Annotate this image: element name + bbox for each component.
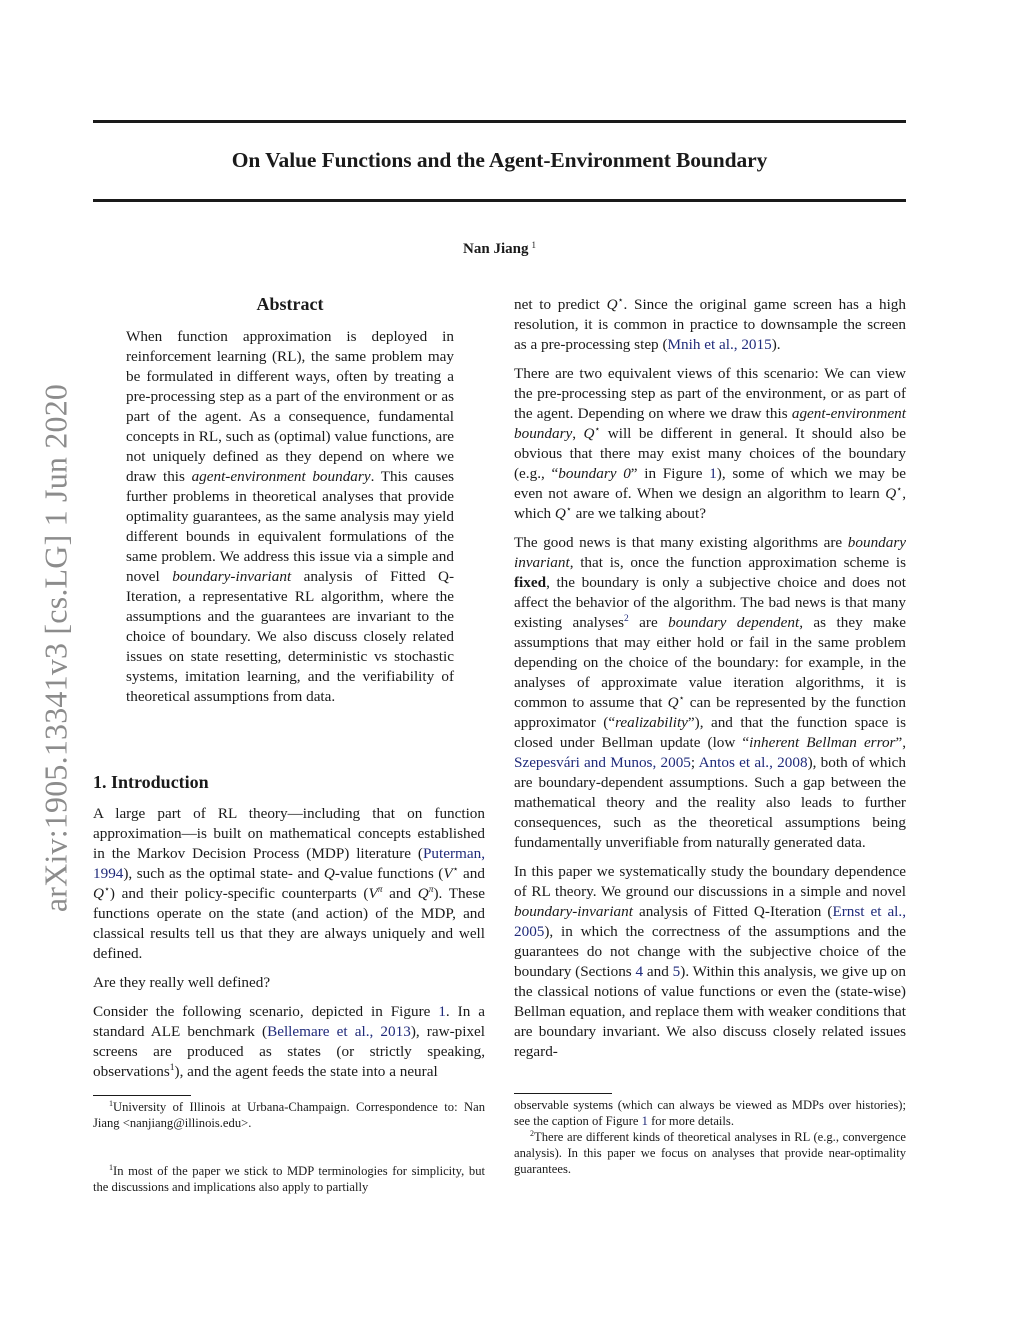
citation-link[interactable]: Puterman, 1994 (93, 845, 485, 882)
intro-paragraph-1: A large part of RL theory—including that on function approximation—is built on mathematical concepts established in the Markov Decision Process (MDP) literature (Puterman, 1994), such as the optimal state- and Q-value functions (V⋆ and Q⋆) and their policy-specific counterparts (V$^\pi$ and Q$^\pi$). These functions operate on the state (and action) of the MDP, and classical results tell us that they are always uniquely and well defined. (93, 805, 485, 962)
citation-link[interactable]: Antos et al., 2008 (698, 754, 808, 771)
figure-link[interactable]: 1 (709, 465, 717, 482)
section-heading-introduction: 1. Introduction (93, 772, 209, 792)
right-paragraph-3: The good news is that many existing algorithms are boundary invariant, that is, once the function approximation scheme is fixed, the boundary is only a subjective choice and does not affect the behavior of the algorithm. The bad news is that many existing analyses$^2$ are boundary dependent, as they make assumptions that may either hold or fail in the same problem depending on the choice of the boundary: for example, in the analyses of approximate value iteration algorithms, it is common to assume that Q⋆ can be represented by the function approximator (“realizability”), and that the function space is closed under Bellman update (low “inherent Bellman error”, Szepesvári and Munos, 2005; Antos et al., 2008), both of which are boundary-dependent assumptions. Such a gap between the mathematical theory and the reality also leads to further consequences, such as the theoretical assumptions being fundamentally unverifiable from naturally generated data. (514, 534, 906, 851)
section-link[interactable]: 4 (635, 963, 644, 980)
author-affil-mark: 1 (531, 240, 536, 250)
right-column-body (514, 295, 906, 1071)
right-paragraph-4: In this paper we systematically study the boundary dependence of RL theory. We ground our discussions in a simple and novel boundary-invariant analysis of Fitted Q-Iteration (Ernst et al., 2005), in which the correctness of the assumptions and the guarantees do not change with the subjective choice of the boundary (Sections 4 and 5). Within this analysis, we give up on the classical notions of value functions or even the (state-wise) Bellman equation, and replace them with weaker conditions that are boundary invariant. We also discuss closely related issues regard- (514, 863, 906, 1060)
footnote-continuation: observable systems (which can always be viewed as MDPs over histories); see the caption of Figure 1 for more details. $^2$There are different kinds of theoretical analyses in RL (e.g., convergence analysis). In this paper we focus on analyses that provide near-optimality guarantees. (514, 1098, 906, 1176)
section-link[interactable]: 5 (672, 963, 681, 980)
footnote-rule (514, 1093, 612, 1094)
title-bottom-rule (93, 199, 906, 202)
citation-link[interactable]: Mnih et al., 2015 (667, 336, 772, 353)
author-line (93, 234, 906, 260)
intro-paragraph-3: Consider the following scenario, depicted in Figure 1. In a standard ALE benchmark (Bellemare et al., 2013), raw-pixel screens are produced as states (or strictly speaking, observations$^1$), and the agent feeds the state into a neural (93, 1003, 485, 1080)
abstract-heading: Abstract (256, 294, 324, 314)
arxiv-stamp: arXiv:1905.13341v3 [cs.LG] 1 Jun 2020 (37, 383, 74, 913)
affiliation-footnote: $^1$University of Illinois at Urbana-Champaign. Correspondence to: Nan Jiang <nanjiang@illinois.edu>. (93, 1099, 485, 1130)
citation-link[interactable]: Ernst et al., 2005 (514, 903, 906, 940)
citation-link[interactable]: Szepesvári and Munos, 2005 (514, 754, 691, 771)
footnote-marker[interactable]: 1 (169, 1063, 175, 1073)
intro-paragraph-2: Are they really well defined? (93, 974, 271, 991)
footnote-1: $^1$In most of the paper we stick to MDP terminologies for simplicity, but the discussions and implications also apply to partially (93, 1163, 485, 1194)
right-paragraph-2: There are two equivalent views of this scenario: We can view the pre-processing step as part of the environment, or as part of the agent. Depending on where we draw this agent-environment boundary, Q⋆ will be different in general. It should also be obvious that there may exist many choices of the boundary (e.g., “boundary 0” in Figure 1), some of which we may be even not aware of. When we design an algorithm to learn Q⋆, which Q⋆ are we talking about? (514, 365, 906, 522)
figure-link[interactable]: 1 (641, 1114, 648, 1128)
footnote-2: $^2$There are different kinds of theoretical analyses in RL (e.g., convergence analysis). In this paper we focus on analyses that provide near-optimality guarantees. (514, 1129, 906, 1176)
footnote-marker[interactable]: 2 (623, 614, 629, 624)
citation-link[interactable]: Bellemare et al., 2013 (267, 1023, 411, 1040)
abstract-body (126, 327, 454, 716)
title-top-rule (93, 120, 906, 123)
emphasis: boundary-invariant (172, 568, 292, 585)
right-paragraph-1: net to predict Q⋆. Since the original game screen has a high resolution, it is common in practice to downsample the screen as a pre-processing step (Mnih et al., 2015). (514, 296, 906, 353)
footnote-rule (93, 1095, 191, 1096)
author-name: Nan Jiang (463, 241, 529, 257)
abstract-paragraph: When function approximation is deployed in reinforcement learning (RL), the same problem may be formulated in different ways, often by treating a pre-processing step as a part of the environment or as part of the agent. As a consequence, fundamental concepts in RL, such as (optimal) value functions, are not uniquely defined as they depend on where we draw this agent-environment boundary. This causes further problems in theoretical analyses that provide optimality guarantees, as the same analysis may yield different bounds in equivalent formulations of the same problem. We address this issue via a simple and novel boundary-invariant analysis of Fitted Q-Iteration, a representative RL algorithm, where the assumptions and the guarantees are invariant to the choice of boundary. We also discuss closely related issues on state resetting, deterministic vs stochastic systems, imitation learning, and the verifiability of theoretical assumptions from data. (126, 328, 455, 705)
left-column-body (93, 804, 485, 1091)
figure-link[interactable]: 1 (438, 1003, 446, 1020)
emphasis: agent-environment boundary (191, 468, 371, 485)
paper-title: On Value Functions and the Agent-Environment Boundary (231, 148, 768, 172)
